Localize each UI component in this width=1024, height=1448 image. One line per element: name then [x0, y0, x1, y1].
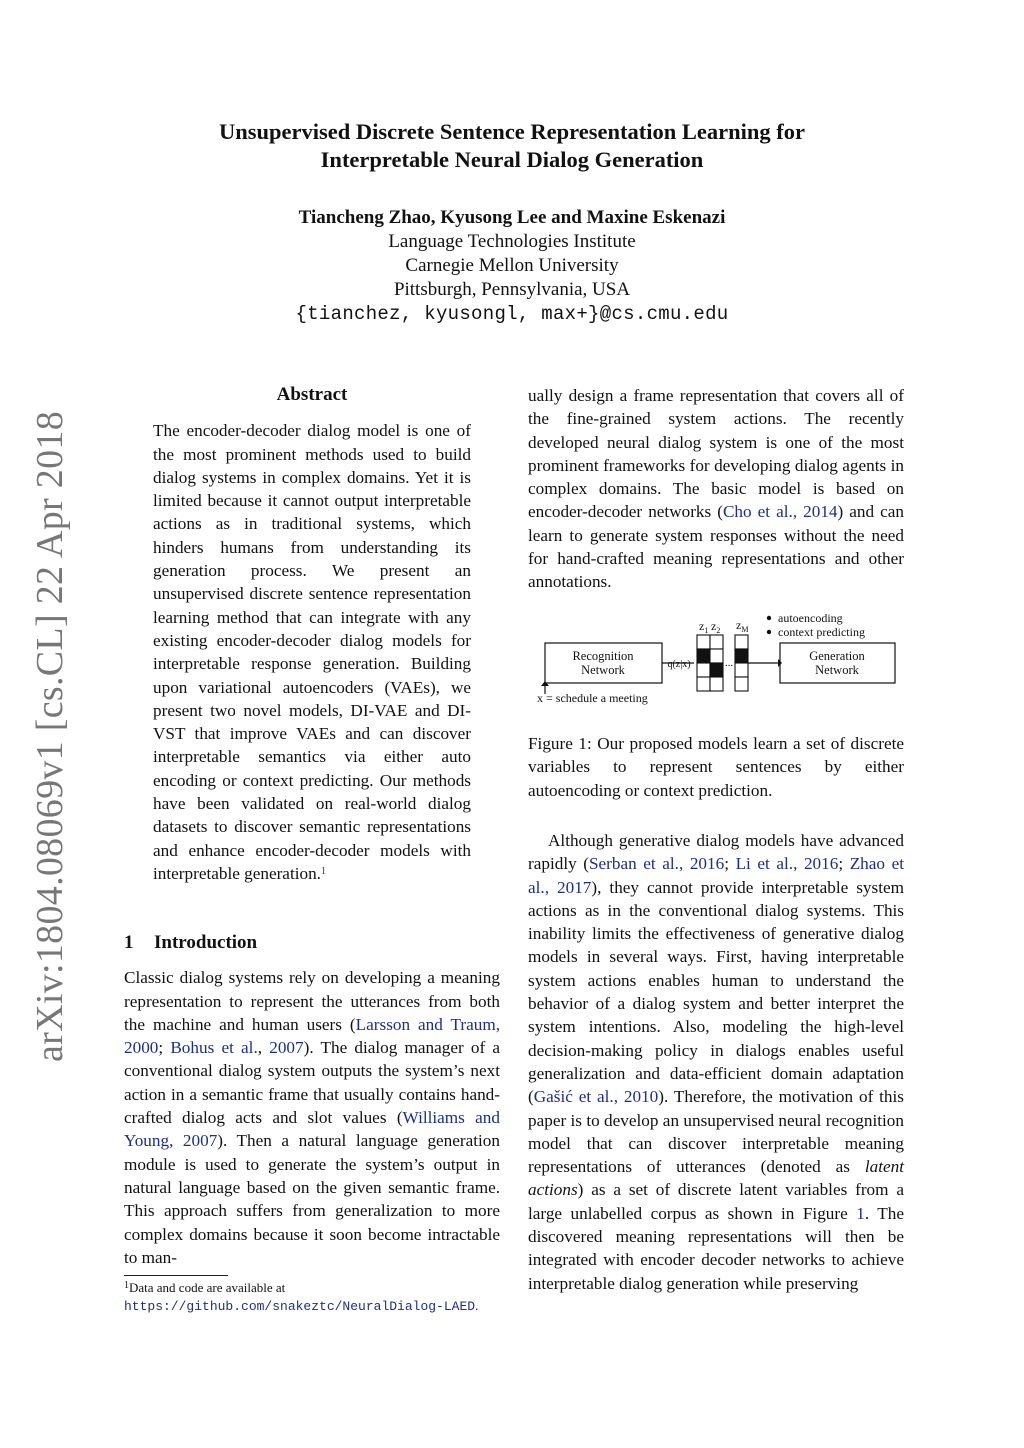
generation-label-1: Generation [809, 649, 865, 663]
section-title: Introduction [154, 932, 258, 953]
generation-label-2: Network [815, 663, 859, 677]
author-block [0, 206, 1024, 326]
figure-reference-link[interactable]: 1 [856, 1203, 865, 1223]
z2-label: $z_2$ [711, 619, 721, 635]
citation-separator: ; [724, 854, 736, 874]
zm-label: $z_M$ [736, 618, 749, 634]
paper-title [0, 118, 1024, 174]
right-text-2: ) and can learn to generate system responses without the need for hand-crafted meaning representations and other annotations. [528, 502, 904, 592]
abstract-text [153, 419, 471, 885]
input-x-label: x = schedule a meeting [537, 691, 648, 705]
right-bottom-text-2: ), they cannot provide interpretable system actions as in the conventional dialog systems. This inability limits the effectiveness of generative dialog models in several ways. First, having interpretable system actions enables human to understand the behavior of a dialog system and better interpret the system intentions. Also, modeling the high-level decision-making policy in dialogs enables useful generalization and data-efficient domain adaptation ( [528, 877, 904, 1107]
footnote-divider [124, 1275, 228, 1276]
citation-link[interactable]: Williams and Young, 2007 [124, 1108, 500, 1151]
author-location: Pittsburgh, Pennsylvania, USA [393, 279, 631, 300]
figure-1-caption: Figure 1: Our proposed models learn a set of discrete variables to represent sentences by either autoencoding or context prediction. [528, 734, 904, 800]
abstract-heading: Abstract [276, 384, 348, 405]
abstract-body: The encoder-decoder dialog model is one of the most prominent methods used to build dialog systems in complex domains. Yet it is limited because it cannot output interpretable actions as in traditional systems, which hinders humans from understanding its generation process. We present an unsupervised discrete sentence representation learning method that can integrate with any existing encoder-decoder dialog models for interpretable response generation. Building upon variational autoencoders (VAEs), we present two novel models, DI-VAE and DI-VST that improve VAEs and can discover interpretable semantics via either auto encoding or context predicting. Our methods have been validated on real-world dialog datasets to discover semantic representations and enhance encoder-decoder models with interpretable generation. [153, 421, 471, 883]
legend-autoencoding: autoencoding [778, 612, 843, 625]
intro-text-2: ). The dialog manager of a conventional dialog system outputs the system’s next action in a semantic frame that usually contains hand-crafted dialog acts and slot values ( [124, 1038, 501, 1128]
footnote-url-link[interactable]: https://github.com/snakeztc/NeuralDialog-LAED [124, 1299, 476, 1314]
citation-link[interactable]: Serban et al., 2016 [588, 854, 725, 874]
section-heading [124, 931, 500, 954]
citation-link[interactable]: Cho et al., 2014 [722, 502, 838, 522]
right-bottom-text-5: . The discovered meaning representations will then be integrated with encoder decoder networks to achieve interpretable dialog generation while preserving [528, 1203, 904, 1293]
right-bottom-text-4: ) as a set of discrete latent variables from a large unlabelled corpus as shown in Figure [528, 1180, 904, 1223]
author-names: Tiancheng Zhao, Kyusong Lee and Maxine Eskenazi [298, 207, 726, 228]
legend-bullet [767, 616, 771, 620]
section-number: 1 [124, 932, 134, 953]
footnote-number: 1 [124, 1280, 129, 1291]
right-text-1: ually design a frame representation that covers all of the fine-grained system actions. The recently developed neural dialog system is one of the most prominent frameworks for developing dialog agents in complex domains. The basic model is based on encoder-decoder networks ( [528, 386, 904, 522]
intro-paragraph [124, 966, 500, 1269]
footnote-end: . [475, 1298, 479, 1313]
legend-bullet [767, 630, 771, 634]
right-bottom-text-1: Although generative dialog models have advanced rapidly ( [528, 831, 904, 874]
q-label: q(z|x) [667, 659, 691, 670]
figure-1-diagram [528, 612, 904, 712]
citation-link[interactable]: 2007 [269, 1038, 304, 1058]
latent-grid [697, 635, 748, 691]
z1-label: $z_1$ [699, 619, 709, 635]
intro-text-3: ). Then a natural language generation module is used to generate the system’s output in natural language based on the given semantic frame. This approach suffers from generalization to more complex domains because it soon become intractable to man- [124, 1131, 500, 1267]
right-bottom-text-3: ). Therefore, the motivation of this paper is to develop an unsupervised neural recognition model that can discover interpretable meaning representations of utterances (denoted as [528, 1087, 904, 1177]
citation-link[interactable]: Li et al., 2016 [735, 854, 839, 874]
grid-dots: ... [724, 657, 734, 669]
recognition-label-1: Recognition [572, 649, 634, 663]
citation-comma: , [257, 1038, 270, 1058]
citation-link[interactable]: Gašić et al., 2010 [533, 1087, 659, 1107]
recognition-label-2: Network [581, 663, 625, 677]
citation-separator: ; [838, 854, 850, 874]
citation-link[interactable]: Larsson and Traum, 2000 [124, 1014, 500, 1058]
emphasis-latent-actions: latent actions [528, 1157, 904, 1200]
abstract-section [153, 383, 471, 885]
title-line-2: Interpretable Neural Dialog Generation [320, 147, 704, 172]
author-university: Carnegie Mellon University [405, 255, 619, 276]
author-email: {tianchez, kyusongl, max+}@cs.cmu.edu [295, 303, 729, 325]
author-institute: Language Technologies Institute [388, 231, 636, 252]
citation-separator: ; [158, 1038, 171, 1058]
intro-paragraph-2 [528, 829, 904, 1295]
footnote-text: Data and code are available at [129, 1280, 286, 1295]
citation-link[interactable]: Zhao et al., 2017 [528, 854, 904, 897]
footnote [124, 1279, 500, 1316]
arxiv-stamp: arXiv:1804.08069v1 [cs.CL] 22 Apr 2018 [29, 411, 71, 1062]
legend-context-predicting: context predicting [778, 625, 865, 639]
citation-link[interactable]: Bohus et al. [170, 1038, 258, 1058]
title-line-1: Unsupervised Discrete Sentence Representation Learning for [219, 119, 805, 144]
intro-text-1: Classic dialog systems rely on developing a meaning representation to represent the utterances from both the machine and human users ( [124, 968, 500, 1034]
intro-continuation [528, 384, 904, 594]
footnote-marker[interactable]: 1 [320, 865, 326, 877]
introduction-section [124, 931, 500, 1269]
